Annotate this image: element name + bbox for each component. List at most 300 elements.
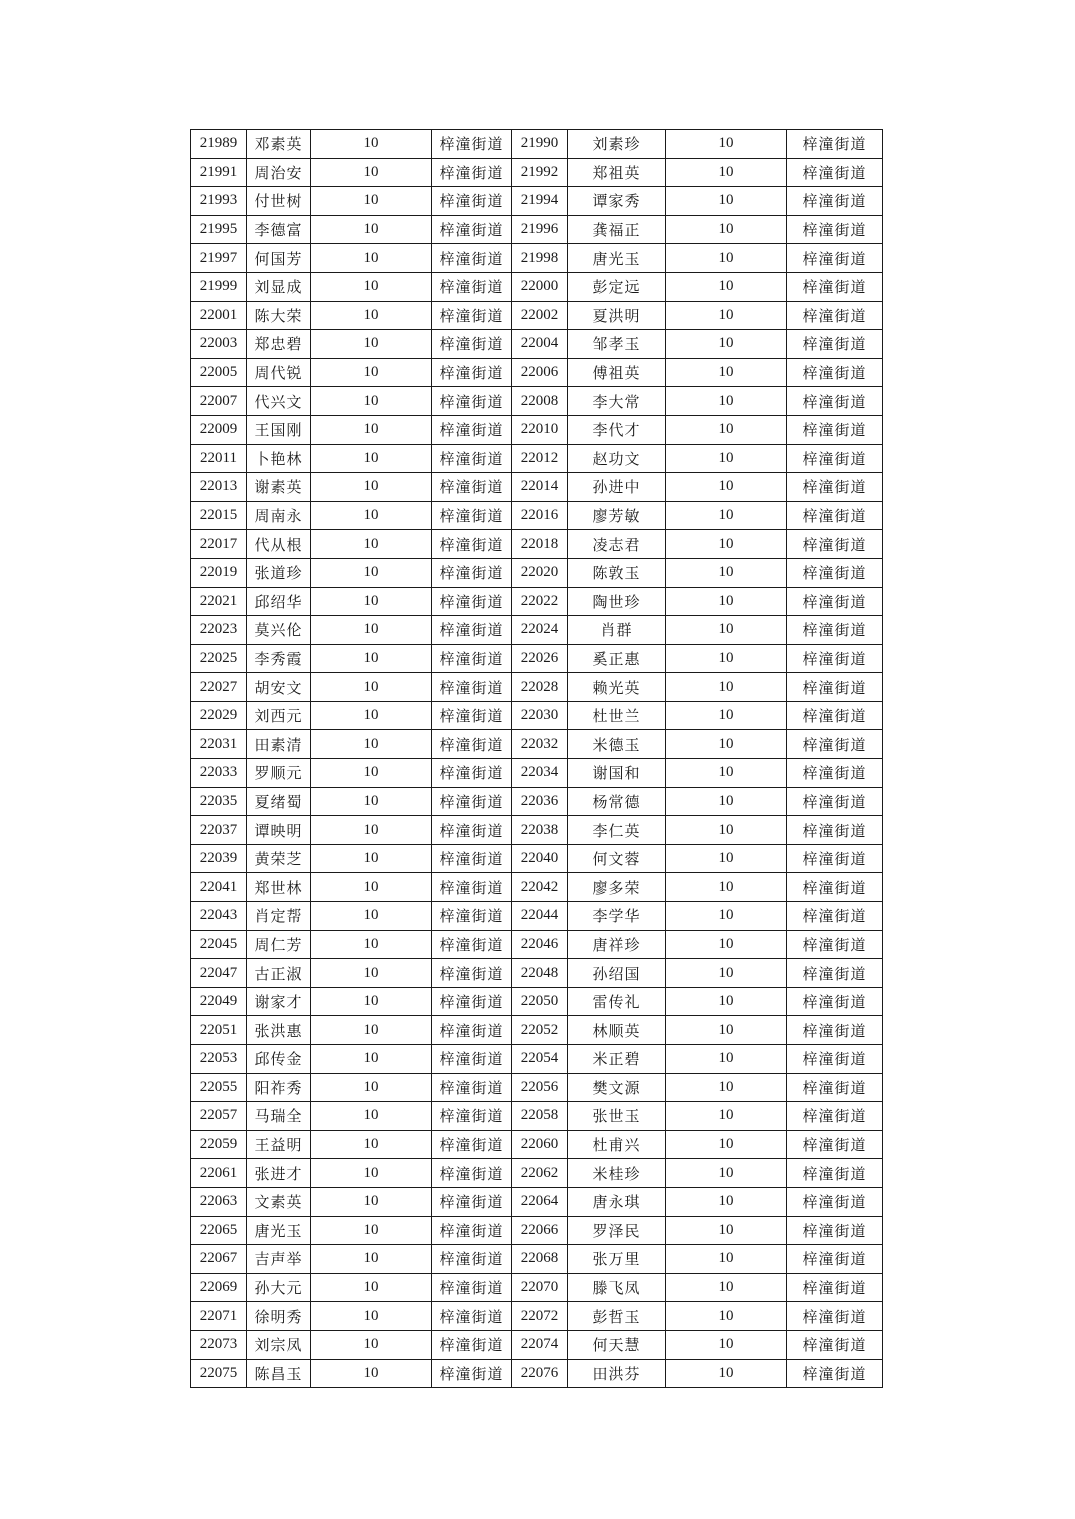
person-name-cell: 陶世珍 [568,587,666,616]
amount-cell: 10 [666,1016,787,1045]
table-row [191,330,883,359]
table-row [191,1187,883,1216]
subdistrict-cell: 梓潼街道 [432,558,512,587]
record-number-cell: 21992 [512,158,568,187]
subdistrict-cell: 梓潼街道 [787,1302,883,1331]
subdistrict-cell: 梓潼街道 [432,187,512,216]
record-number-cell: 22002 [512,301,568,330]
person-name-cell: 罗泽民 [568,1216,666,1245]
table-row [191,215,883,244]
person-name-cell: 吉声举 [247,1245,311,1274]
table-row [191,1159,883,1188]
subdistrict-cell: 梓潼街道 [787,473,883,502]
record-number-cell: 22037 [191,816,247,845]
amount-cell: 10 [311,616,432,645]
amount-cell: 10 [311,272,432,301]
record-number-cell: 22055 [191,1073,247,1102]
record-number-cell: 22033 [191,759,247,788]
person-name-cell: 米正碧 [568,1045,666,1074]
person-name-cell: 邓素英 [247,130,311,159]
table-row [191,530,883,559]
record-number-cell: 22064 [512,1187,568,1216]
person-name-cell: 胡安文 [247,673,311,702]
record-number-cell: 21993 [191,187,247,216]
table-row [191,158,883,187]
subdistrict-cell: 梓潼街道 [432,644,512,673]
subdistrict-cell: 梓潼街道 [432,1102,512,1131]
table-row [191,844,883,873]
person-name-cell: 李学华 [568,902,666,931]
amount-cell: 10 [311,587,432,616]
amount-cell: 10 [666,1187,787,1216]
table-row [191,1016,883,1045]
record-number-cell: 22013 [191,473,247,502]
amount-cell: 10 [311,1016,432,1045]
record-number-cell: 22053 [191,1045,247,1074]
table-row [191,130,883,159]
record-number-cell: 22022 [512,587,568,616]
record-number-cell: 22062 [512,1159,568,1188]
subdistrict-cell: 梓潼街道 [787,215,883,244]
person-name-cell: 杜世兰 [568,701,666,730]
record-number-cell: 22012 [512,444,568,473]
subdistrict-cell: 梓潼街道 [432,959,512,988]
person-name-cell: 米德玉 [568,730,666,759]
subdistrict-cell: 梓潼街道 [787,158,883,187]
record-number-cell: 22065 [191,1216,247,1245]
subdistrict-cell: 梓潼街道 [787,730,883,759]
subdistrict-cell: 梓潼街道 [787,272,883,301]
amount-cell: 10 [666,1102,787,1131]
person-name-cell: 张道珍 [247,558,311,587]
subdistrict-cell: 梓潼街道 [787,844,883,873]
person-name-cell: 代兴文 [247,387,311,416]
amount-cell: 10 [666,759,787,788]
subdistrict-cell: 梓潼街道 [787,816,883,845]
person-name-cell: 邱传金 [247,1045,311,1074]
record-number-cell: 22059 [191,1130,247,1159]
subdistrict-cell: 梓潼街道 [787,1016,883,1045]
amount-cell: 10 [666,673,787,702]
amount-cell: 10 [666,1302,787,1331]
person-name-cell: 代从根 [247,530,311,559]
person-name-cell: 李德富 [247,215,311,244]
amount-cell: 10 [311,1216,432,1245]
record-number-cell: 22054 [512,1045,568,1074]
record-number-cell: 22009 [191,415,247,444]
person-name-cell: 邹孝玉 [568,330,666,359]
roster-body [191,130,883,1388]
amount-cell: 10 [311,1045,432,1074]
table-row [191,301,883,330]
record-number-cell: 22046 [512,930,568,959]
amount-cell: 10 [666,930,787,959]
subdistrict-cell: 梓潼街道 [787,1216,883,1245]
amount-cell: 10 [666,272,787,301]
subdistrict-cell: 梓潼街道 [432,215,512,244]
subdistrict-cell: 梓潼街道 [787,358,883,387]
person-name-cell: 唐光玉 [247,1216,311,1245]
person-name-cell: 郑忠碧 [247,330,311,359]
amount-cell: 10 [666,444,787,473]
subdistrict-cell: 梓潼街道 [432,501,512,530]
subdistrict-cell: 梓潼街道 [432,701,512,730]
table-row [191,1273,883,1302]
person-name-cell: 廖芳敏 [568,501,666,530]
subdistrict-cell: 梓潼街道 [787,330,883,359]
table-row [191,1245,883,1274]
subdistrict-cell: 梓潼街道 [432,587,512,616]
record-number-cell: 22071 [191,1302,247,1331]
record-number-cell: 21989 [191,130,247,159]
amount-cell: 10 [311,759,432,788]
subdistrict-cell: 梓潼街道 [787,444,883,473]
person-name-cell: 谭家秀 [568,187,666,216]
amount-cell: 10 [311,959,432,988]
table-row [191,1045,883,1074]
record-number-cell: 22061 [191,1159,247,1188]
person-name-cell: 古正淑 [247,959,311,988]
table-row [191,987,883,1016]
subdistrict-cell: 梓潼街道 [787,1187,883,1216]
record-number-cell: 22060 [512,1130,568,1159]
person-name-cell: 郑世林 [247,873,311,902]
table-row [191,187,883,216]
amount-cell: 10 [311,187,432,216]
subdistrict-cell: 梓潼街道 [432,987,512,1016]
record-number-cell: 22057 [191,1102,247,1131]
subdistrict-cell: 梓潼街道 [787,1359,883,1388]
person-name-cell: 周仁芳 [247,930,311,959]
subdistrict-cell: 梓潼街道 [432,1330,512,1359]
subdistrict-cell: 梓潼街道 [432,1016,512,1045]
amount-cell: 10 [311,930,432,959]
person-name-cell: 林顺英 [568,1016,666,1045]
amount-cell: 10 [666,1330,787,1359]
person-name-cell: 彭定远 [568,272,666,301]
table-row [191,1073,883,1102]
table-row [191,787,883,816]
table-row [191,644,883,673]
subdistrict-cell: 梓潼街道 [787,1045,883,1074]
amount-cell: 10 [311,873,432,902]
person-name-cell: 奚正惠 [568,644,666,673]
subdistrict-cell: 梓潼街道 [432,1245,512,1274]
person-name-cell: 李仁英 [568,816,666,845]
amount-cell: 10 [311,644,432,673]
record-number-cell: 21991 [191,158,247,187]
amount-cell: 10 [311,1302,432,1331]
record-number-cell: 21998 [512,244,568,273]
table-row [191,558,883,587]
amount-cell: 10 [311,1273,432,1302]
record-number-cell: 22020 [512,558,568,587]
table-row [191,473,883,502]
record-number-cell: 22006 [512,358,568,387]
person-name-cell: 廖多荣 [568,873,666,902]
subdistrict-cell: 梓潼街道 [432,130,512,159]
subdistrict-cell: 梓潼街道 [432,673,512,702]
record-number-cell: 22036 [512,787,568,816]
person-name-cell: 文素英 [247,1187,311,1216]
amount-cell: 10 [666,959,787,988]
amount-cell: 10 [311,330,432,359]
subdistrict-cell: 梓潼街道 [787,558,883,587]
amount-cell: 10 [311,473,432,502]
record-number-cell: 22016 [512,501,568,530]
table-row [191,358,883,387]
amount-cell: 10 [311,530,432,559]
subdistrict-cell: 梓潼街道 [787,187,883,216]
subdistrict-cell: 梓潼街道 [787,587,883,616]
record-number-cell: 22048 [512,959,568,988]
table-row [191,616,883,645]
record-number-cell: 22004 [512,330,568,359]
table-row [191,587,883,616]
record-number-cell: 21995 [191,215,247,244]
table-row [191,244,883,273]
person-name-cell: 谢国和 [568,759,666,788]
table-row [191,759,883,788]
subdistrict-cell: 梓潼街道 [787,415,883,444]
record-number-cell: 22019 [191,558,247,587]
subdistrict-cell: 梓潼街道 [432,1130,512,1159]
table-row [191,701,883,730]
record-number-cell: 22023 [191,616,247,645]
amount-cell: 10 [311,301,432,330]
record-number-cell: 21994 [512,187,568,216]
subdistrict-cell: 梓潼街道 [432,444,512,473]
subdistrict-cell: 梓潼街道 [432,301,512,330]
record-number-cell: 22045 [191,930,247,959]
person-name-cell: 田素清 [247,730,311,759]
subdistrict-cell: 梓潼街道 [432,1187,512,1216]
subdistrict-cell: 梓潼街道 [787,1159,883,1188]
record-number-cell: 22043 [191,902,247,931]
subdistrict-cell: 梓潼街道 [432,616,512,645]
amount-cell: 10 [666,215,787,244]
record-number-cell: 22072 [512,1302,568,1331]
person-name-cell: 郑祖英 [568,158,666,187]
record-number-cell: 22076 [512,1359,568,1388]
table-row [191,873,883,902]
person-name-cell: 周代锐 [247,358,311,387]
record-number-cell: 22038 [512,816,568,845]
person-name-cell: 肖定帮 [247,902,311,931]
person-name-cell: 米桂珍 [568,1159,666,1188]
subdistrict-cell: 梓潼街道 [787,501,883,530]
subdistrict-cell: 梓潼街道 [787,1130,883,1159]
amount-cell: 10 [311,501,432,530]
record-number-cell: 22024 [512,616,568,645]
amount-cell: 10 [311,673,432,702]
amount-cell: 10 [311,415,432,444]
amount-cell: 10 [311,1130,432,1159]
person-name-cell: 陈大荣 [247,301,311,330]
amount-cell: 10 [311,158,432,187]
subdistrict-cell: 梓潼街道 [432,244,512,273]
record-number-cell: 22025 [191,644,247,673]
record-number-cell: 22050 [512,987,568,1016]
person-name-cell: 唐永琪 [568,1187,666,1216]
amount-cell: 10 [311,844,432,873]
record-number-cell: 22029 [191,701,247,730]
subdistrict-cell: 梓潼街道 [432,1073,512,1102]
record-number-cell: 22027 [191,673,247,702]
subdistrict-cell: 梓潼街道 [787,1245,883,1274]
amount-cell: 10 [666,730,787,759]
amount-cell: 10 [311,130,432,159]
record-number-cell: 22000 [512,272,568,301]
amount-cell: 10 [666,187,787,216]
amount-cell: 10 [311,1073,432,1102]
record-number-cell: 21997 [191,244,247,273]
amount-cell: 10 [311,215,432,244]
amount-cell: 10 [666,1273,787,1302]
subdistrict-cell: 梓潼街道 [787,959,883,988]
table-row [191,730,883,759]
amount-cell: 10 [666,501,787,530]
amount-cell: 10 [666,987,787,1016]
amount-cell: 10 [311,1102,432,1131]
amount-cell: 10 [666,558,787,587]
person-name-cell: 王益明 [247,1130,311,1159]
record-number-cell: 22074 [512,1330,568,1359]
record-number-cell: 22001 [191,301,247,330]
record-number-cell: 22049 [191,987,247,1016]
amount-cell: 10 [311,1159,432,1188]
amount-cell: 10 [666,1245,787,1274]
person-name-cell: 彭哲玉 [568,1302,666,1331]
amount-cell: 10 [666,130,787,159]
person-name-cell: 阳祚秀 [247,1073,311,1102]
table-row [191,959,883,988]
record-number-cell: 22039 [191,844,247,873]
person-name-cell: 夏洪明 [568,301,666,330]
subdistrict-cell: 梓潼街道 [432,873,512,902]
person-name-cell: 李大常 [568,387,666,416]
record-number-cell: 21996 [512,215,568,244]
table-row [191,816,883,845]
person-name-cell: 陈敦玉 [568,558,666,587]
table-row [191,1216,883,1245]
record-number-cell: 22035 [191,787,247,816]
record-number-cell: 22041 [191,873,247,902]
subdistrict-cell: 梓潼街道 [787,1330,883,1359]
record-number-cell: 22069 [191,1273,247,1302]
amount-cell: 10 [666,244,787,273]
person-name-cell: 刘显成 [247,272,311,301]
subdistrict-cell: 梓潼街道 [432,759,512,788]
person-name-cell: 刘宗凤 [247,1330,311,1359]
record-number-cell: 22052 [512,1016,568,1045]
record-number-cell: 22073 [191,1330,247,1359]
subdistrict-cell: 梓潼街道 [787,1102,883,1131]
amount-cell: 10 [666,873,787,902]
person-name-cell: 赵功文 [568,444,666,473]
person-name-cell: 黄荣芝 [247,844,311,873]
person-name-cell: 凌志君 [568,530,666,559]
subdistrict-cell: 梓潼街道 [787,301,883,330]
record-number-cell: 22010 [512,415,568,444]
person-name-cell: 田洪芬 [568,1359,666,1388]
subdistrict-cell: 梓潼街道 [432,1216,512,1245]
person-name-cell: 傅祖英 [568,358,666,387]
person-name-cell: 徐明秀 [247,1302,311,1331]
amount-cell: 10 [666,616,787,645]
amount-cell: 10 [666,1159,787,1188]
person-name-cell: 何天慧 [568,1330,666,1359]
record-number-cell: 22021 [191,587,247,616]
person-name-cell: 谢家才 [247,987,311,1016]
person-name-cell: 何文蓉 [568,844,666,873]
table-row [191,1302,883,1331]
amount-cell: 10 [311,244,432,273]
person-name-cell: 张进才 [247,1159,311,1188]
person-name-cell: 孙大元 [247,1273,311,1302]
record-number-cell: 22017 [191,530,247,559]
amount-cell: 10 [666,816,787,845]
amount-cell: 10 [311,444,432,473]
record-number-cell: 22040 [512,844,568,873]
subdistrict-cell: 梓潼街道 [787,530,883,559]
amount-cell: 10 [311,902,432,931]
subdistrict-cell: 梓潼街道 [432,387,512,416]
amount-cell: 10 [311,1245,432,1274]
person-name-cell: 莫兴伦 [247,616,311,645]
table-row [191,1359,883,1388]
roster-table [190,129,883,1388]
amount-cell: 10 [666,787,787,816]
amount-cell: 10 [666,530,787,559]
person-name-cell: 孙绍国 [568,959,666,988]
amount-cell: 10 [666,1073,787,1102]
subdistrict-cell: 梓潼街道 [432,415,512,444]
subdistrict-cell: 梓潼街道 [432,1302,512,1331]
subdistrict-cell: 梓潼街道 [432,1359,512,1388]
table-row [191,501,883,530]
subdistrict-cell: 梓潼街道 [787,930,883,959]
record-number-cell: 21999 [191,272,247,301]
record-number-cell: 22042 [512,873,568,902]
person-name-cell: 刘素珍 [568,130,666,159]
subdistrict-cell: 梓潼街道 [787,902,883,931]
amount-cell: 10 [666,473,787,502]
table-row [191,1130,883,1159]
record-number-cell: 22070 [512,1273,568,1302]
amount-cell: 10 [311,701,432,730]
amount-cell: 10 [666,701,787,730]
amount-cell: 10 [666,844,787,873]
table-row [191,930,883,959]
record-number-cell: 22030 [512,701,568,730]
person-name-cell: 张洪惠 [247,1016,311,1045]
person-name-cell: 刘西元 [247,701,311,730]
subdistrict-cell: 梓潼街道 [787,1273,883,1302]
table-row [191,1102,883,1131]
subdistrict-cell: 梓潼街道 [432,158,512,187]
person-name-cell: 周南永 [247,501,311,530]
subdistrict-cell: 梓潼街道 [432,1273,512,1302]
person-name-cell: 谭映明 [247,816,311,845]
person-name-cell: 付世树 [247,187,311,216]
subdistrict-cell: 梓潼街道 [432,1159,512,1188]
amount-cell: 10 [311,987,432,1016]
record-number-cell: 22068 [512,1245,568,1274]
record-number-cell: 22008 [512,387,568,416]
amount-cell: 10 [311,1330,432,1359]
person-name-cell: 杨常德 [568,787,666,816]
